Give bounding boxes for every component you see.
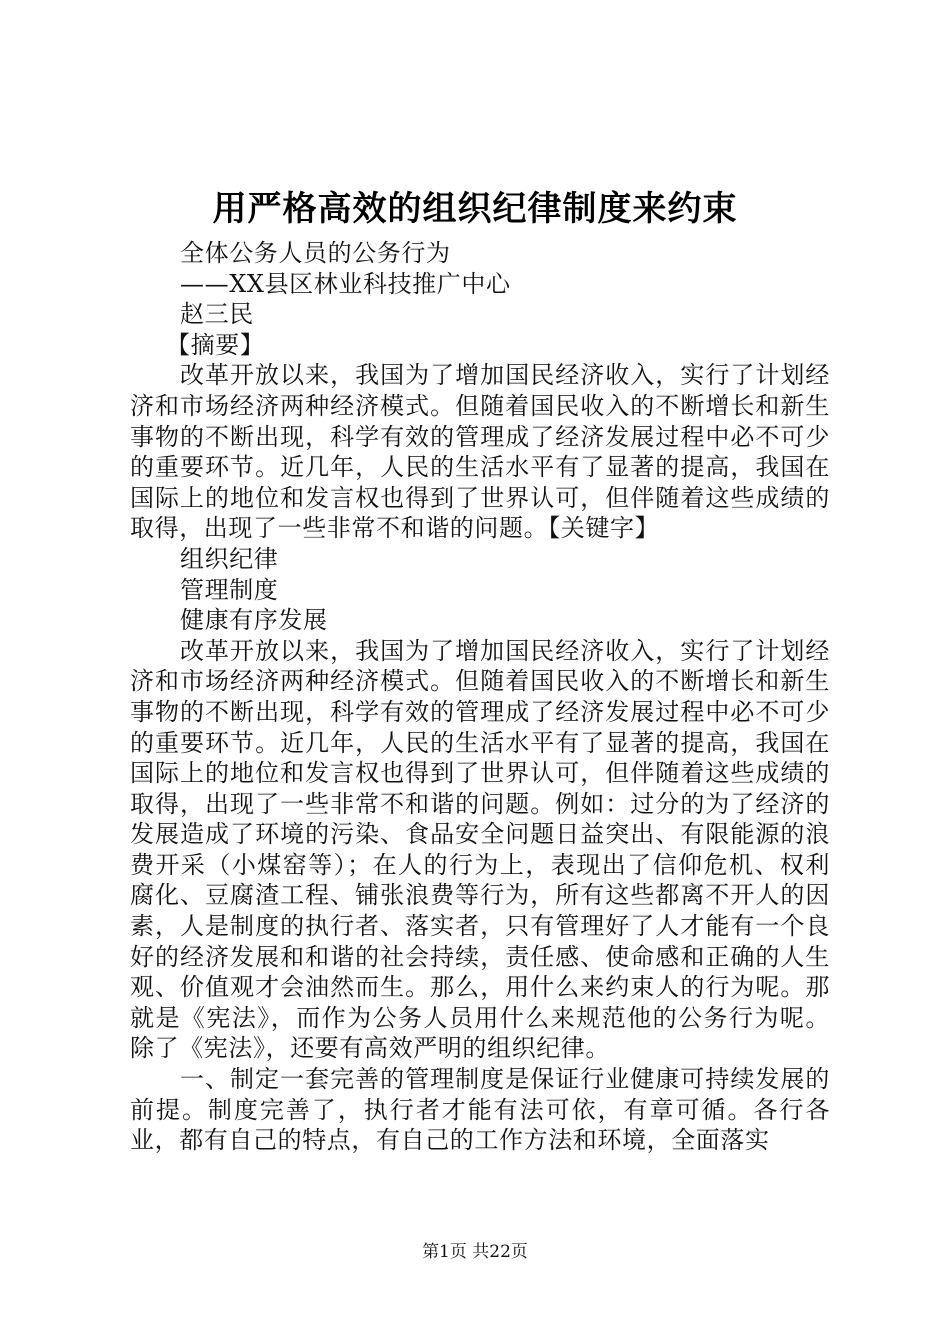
page-number-footer: 第1页 共22页 [422, 1242, 528, 1262]
body-paragraph: 一、制定一套完善的管理制度是保证行业健康可持续发展的前提。制度完善了，执行者才能有法可依，有章可循。各行各业，都有自己的特点，有自己的工作方法和环境，全面落实 [130, 1065, 830, 1155]
keyword-item: 健康有序发展 [180, 606, 328, 635]
keyword-item: 管理制度 [180, 575, 279, 604]
abstract-paragraph: 改革开放以来，我国为了增加国民经济收入，实行了计划经济和市场经济两种经济模式。但随着国民收入的不断增长和新生事物的不断出现，科学有效的管理成了经济发展过程中必不可少的重要环节。近几年，人民的生活水平有了显著的提高，我国在国际上的地位和发言权也得到了世界认可，但伴随着这些成绩的取得，出现了一些非常不和谐的问题。【关键字】 [130, 361, 830, 543]
author-line: 赵三民 [180, 300, 254, 329]
keyword-item: 组织纪律 [180, 544, 279, 573]
document-body [130, 238, 830, 1156]
abstract-heading: 【摘要】 [166, 330, 265, 359]
subtitle-line: 全体公务人员的公务行为 [180, 239, 451, 267]
document-title: 用严格高效的组织纪律制度来约束 [212, 189, 738, 229]
body-paragraph: 改革开放以来，我国为了增加国民经济收入，实行了计划经济和市场经济两种经济模式。但随着国民收入的不断增长和新生事物的不断出现，科学有效的管理成了经济发展过程中必不可少的重要环节。近几年，人民的生活水平有了显著的提高，我国在国际上的地位和发言权也得到了世界认可，但伴随着这些成绩的取得，出现了一些非常不和谐的问题。例如：过分的为了经济的发展造成了环境的污染、食品安全问题日益突出、有限能源的浪费开采（小煤窑等）；在人的行为上，表现出了信仰危机、权利腐化、豆腐渣工程、铺张浪费等行为，所有这些都离不开人的因素，人是制度的执行者、落实者，只有管理好了人才能有一个良好的经济发展和和谐的社会持续，责任感、使命感和正确的人生观、价值观才会油然而生。那么，用什么来约束人的行为呢。那就是《宪法》，而作为公务人员用什么来规范他的公务行为呢。除了《宪法》，还要有高效严明的组织纪律。 [130, 636, 830, 1063]
organization-line: ——XX县区林业科技推广中心 [180, 269, 511, 298]
